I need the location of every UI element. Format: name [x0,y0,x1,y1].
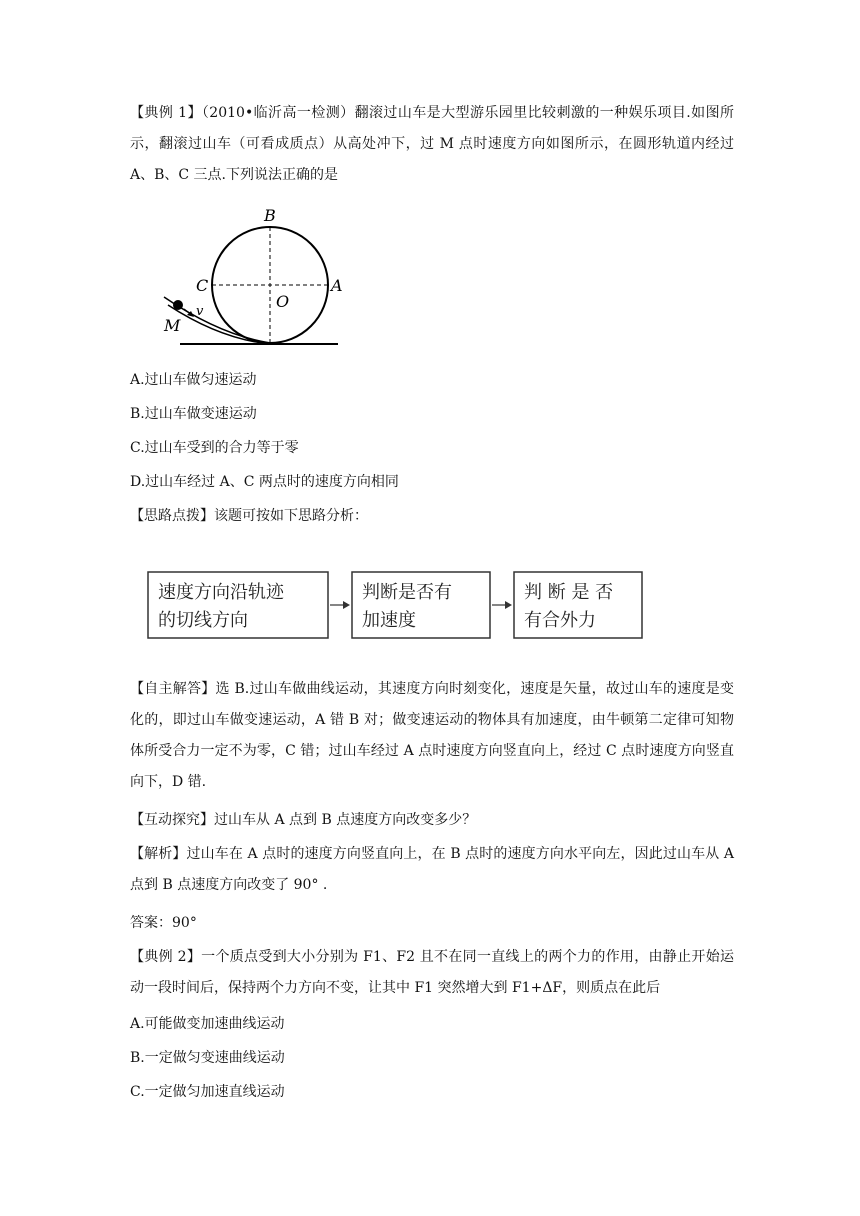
car-point-icon [173,300,183,310]
example1-final-answer: 答案：90° [130,915,197,931]
label-v: v [196,304,204,319]
flow-box-1-line-1: 速度方向沿轨迹 [158,582,284,603]
example1-option-a: A.过山车做匀速运动 [130,372,257,388]
flow-box-3-line-2: 有合外力 [524,610,596,631]
flow-box-1-line-2: 的切线方向 [158,610,248,631]
example2-option-b: B.一定做匀变速曲线运动 [130,1050,285,1066]
flow-box-2-line-1: 判断是否有 [362,582,452,603]
example1-option-c: C.过山车受到的合力等于零 [130,440,299,456]
reasoning-flowchart [130,560,660,650]
example1-answer: 【自主解答】选 B.过山车做曲线运动，其速度方向时刻变化，速度是矢量，故过山车的速度是变化的，即过山车做变速运动，A 错 B 对；做变速运动的物体具有加速度，由牛顿第二定律可知物体所受合力一定不为零，C 错；过山车经过 A 点时速度方向竖直向上，经过 C 点时速度方向竖直向下，D 错. [130,681,734,790]
label-M: M [164,316,181,335]
example1-analysis: 【解析】过山车在 A 点时的速度方向竖直向上，在 B 点时的速度方向水平向左，因此过山车从 A 点到 B 点速度方向改变了 90° . [130,846,734,893]
example1-explore: 【互动探究】过山车从 A 点到 B 点速度方向改变多少？ [130,812,477,828]
example1-hint: 【思路点拨】该题可按如下思路分析： [130,508,368,524]
example2-option-a: A.可能做变加速曲线运动 [130,1016,285,1032]
flow-box-2-line-2: 加速度 [362,610,416,631]
label-A: A [331,276,343,295]
example1-option-d: D.过山车经过 A、C 两点时的速度方向相同 [130,474,399,490]
flow-arrowhead-2-icon [505,601,512,609]
label-B: B [264,206,276,225]
label-O: O [276,292,290,311]
example1-option-b: B.过山车做变速运动 [130,406,257,422]
example2-option-c: C.一定做匀加速直线运动 [130,1084,285,1100]
example1-intro: 【典例 1】（2010•临沂高一检测）翻滚过山车是大型游乐园里比较刺激的一种娱乐项目.如图所示，翻滚过山车（可看成质点）从高处冲下，过 M 点时速度方向如图所示，在圆形轨道内经过 A、B、C 三点.下列说法正确的是 [130,105,734,183]
roller-coaster-figure [130,205,350,355]
flow-box-3-line-1: 判 断 是 否 [524,582,614,603]
flow-arrowhead-1-icon [343,601,350,609]
example2-intro: 【典例 2】一个质点受到大小分别为 F1、F2 且不在同一直线上的两个力的作用，由静止开始运动一段时间后，保持两个力方向不变，让其中 F1 突然增大到 F1+ΔF，则质点在此后 [130,949,734,996]
label-C: C [196,276,209,295]
